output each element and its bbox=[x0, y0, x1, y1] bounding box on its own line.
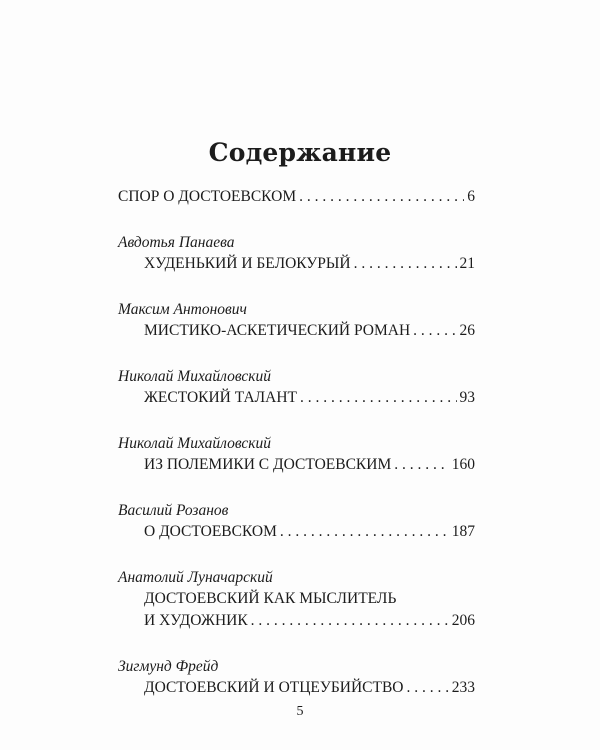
toc-title: И ХУДОЖНИК bbox=[144, 612, 248, 629]
toc-line[interactable] bbox=[118, 186, 475, 208]
toc-entry bbox=[118, 501, 475, 543]
toc-page-number: 187 bbox=[451, 523, 475, 540]
toc-line[interactable] bbox=[118, 454, 475, 476]
toc-page-number: 206 bbox=[451, 612, 475, 629]
dot-leader bbox=[300, 387, 456, 409]
toc-entry bbox=[118, 657, 475, 699]
toc-title: ИЗ ПОЛЕМИКИ С ДОСТОЕВСКИМ bbox=[144, 456, 392, 473]
toc-author: Авдотья Панаева bbox=[118, 234, 235, 251]
toc-author: Николай Михайловский bbox=[118, 435, 271, 452]
toc-page-number: 160 bbox=[451, 456, 475, 473]
dot-leader bbox=[280, 521, 449, 543]
page-title: Содержание bbox=[208, 138, 392, 167]
toc-line[interactable] bbox=[118, 521, 475, 543]
dot-leader bbox=[413, 320, 456, 342]
table-of-contents bbox=[118, 186, 475, 699]
dot-leader bbox=[394, 454, 449, 476]
toc-title: ХУДЕНЬКИЙ И БЕЛОКУРЫЙ bbox=[144, 255, 351, 272]
toc-entry bbox=[118, 434, 475, 476]
toc-title: СПОР О ДОСТОЕВСКОМ bbox=[118, 188, 297, 205]
toc-author: Зигмунд Фрейд bbox=[118, 658, 219, 675]
toc-entry bbox=[118, 186, 475, 208]
toc-title: ДОСТОЕВСКИЙ И ОТЦЕУБИЙСТВО bbox=[144, 679, 404, 696]
dot-leader bbox=[299, 186, 464, 208]
toc-line[interactable] bbox=[118, 387, 475, 409]
toc-line[interactable] bbox=[118, 320, 475, 342]
dot-leader bbox=[407, 677, 449, 699]
toc-page-number: 233 bbox=[451, 679, 475, 696]
page-number: 5 bbox=[296, 704, 304, 719]
toc-line[interactable] bbox=[118, 610, 475, 632]
toc-author: Николай Михайловский bbox=[118, 368, 271, 385]
toc-line[interactable] bbox=[118, 677, 475, 699]
toc-author: Максим Антонович bbox=[118, 301, 247, 318]
toc-title-first-line[interactable]: ДОСТОЕВСКИЙ КАК МЫСЛИТЕЛЬ bbox=[144, 590, 397, 607]
toc-author: Василий Розанов bbox=[118, 502, 229, 519]
toc-page-number: 26 bbox=[459, 322, 475, 339]
toc-title: О ДОСТОЕВСКОМ bbox=[144, 523, 277, 540]
toc-author: Анатолий Луначарский bbox=[118, 569, 273, 586]
dot-leader bbox=[354, 253, 457, 275]
toc-line[interactable] bbox=[118, 253, 475, 275]
toc-page-number: 6 bbox=[467, 188, 475, 205]
toc-entry bbox=[118, 300, 475, 342]
toc-title: ЖЕСТОКИЙ ТАЛАНТ bbox=[144, 389, 298, 406]
toc-entry bbox=[118, 367, 475, 409]
toc-entry bbox=[118, 233, 475, 275]
dot-leader bbox=[251, 610, 449, 632]
toc-title: МИСТИКО-АСКЕТИЧЕСКИЙ РОМАН bbox=[144, 322, 411, 339]
toc-page-number: 21 bbox=[459, 255, 475, 272]
toc-entry bbox=[118, 568, 475, 632]
toc-page-number: 93 bbox=[459, 389, 475, 406]
